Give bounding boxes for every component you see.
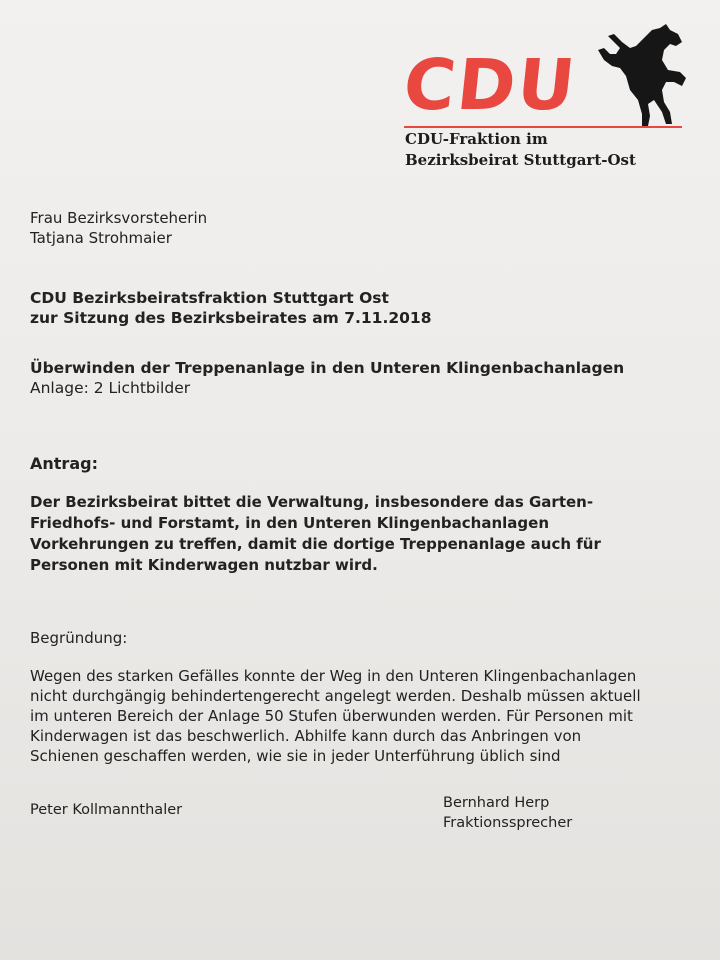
signature-right-name: Bernhard Herp xyxy=(443,795,550,811)
subject-title: Überwinden der Treppenanlage in den Unteren Klingenbachanlagen xyxy=(30,359,625,377)
horse-silhouette xyxy=(598,24,686,126)
document-heading xyxy=(30,288,431,328)
antrag-heading: Antrag: xyxy=(30,454,98,473)
begruendung-line: Kinderwagen ist das beschwerlich. Abhilfe kann durch das Anbringen von xyxy=(30,727,582,745)
antrag-line: Vorkehrungen zu treffen, damit die dortige Treppenanlage auch für xyxy=(30,535,601,553)
begruendung-line: Schienen geschaffen werden, wie sie in jeder Unterführung üblich sind xyxy=(30,747,561,765)
recipient-line-1: Frau Bezirksvorsteherin xyxy=(30,209,208,227)
faction-line-1: CDU-Fraktion im xyxy=(405,130,548,148)
begruendung-line: nicht durchgängig behindertengerecht angelegt werden. Deshalb müssen aktuell xyxy=(30,687,641,705)
heading-line-2: zur Sitzung des Bezirksbeirates am 7.11.2018 xyxy=(30,309,432,327)
faction-name xyxy=(405,129,636,171)
attachment-note: Anlage: 2 Lichtbilder xyxy=(30,379,191,397)
cdu-logo xyxy=(400,20,700,180)
logo-underline xyxy=(404,126,682,128)
subject-block xyxy=(30,358,624,398)
heading-line-1: CDU Bezirksbeiratsfraktion Stuttgart Ost xyxy=(30,289,389,307)
recipient-line-2: Tatjana Strohmaier xyxy=(30,229,172,247)
antrag-line: Personen mit Kinderwagen nutzbar wird. xyxy=(30,556,378,574)
begruendung-text xyxy=(30,666,710,766)
antrag-text xyxy=(30,492,601,576)
begruendung-line: Wegen des starken Gefälles konnte der Weg in den Unteren Klingenbachanlagen xyxy=(30,667,637,685)
rearing-horse-icon xyxy=(590,20,690,130)
signature-right xyxy=(443,793,572,833)
signature-left: Peter Kollmannthaler xyxy=(30,802,183,818)
recipient-address xyxy=(30,208,207,248)
antrag-line: Der Bezirksbeirat bittet die Verwaltung, insbesondere das Garten- xyxy=(30,493,594,511)
faction-line-2: Bezirksbeirat Stuttgart-Ost xyxy=(405,151,636,169)
logo-wordmark: CDU xyxy=(399,44,581,126)
signature-right-role: Fraktionssprecher xyxy=(443,815,573,831)
antrag-line: Friedhofs- und Forstamt, in den Unteren Klingenbachanlagen xyxy=(30,514,550,532)
begruendung-line: im unteren Bereich der Anlage 50 Stufen überwunden werden. Für Personen mit xyxy=(30,707,633,725)
begruendung-heading: Begründung: xyxy=(30,629,128,647)
